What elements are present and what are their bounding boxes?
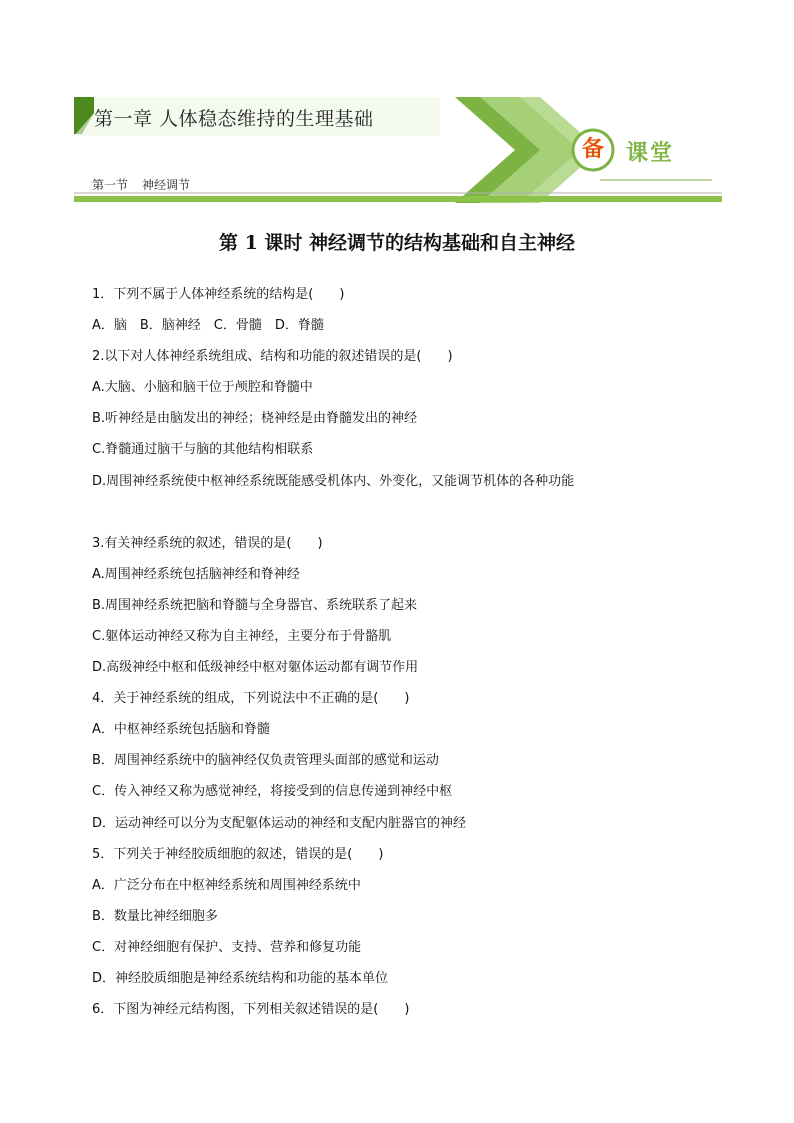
section-title <box>92 176 204 193</box>
question-line: A．广泛分布在中枢神经系统和周围神经系统中 <box>92 877 361 893</box>
page-header <box>0 0 794 210</box>
blank-line <box>92 497 732 528</box>
question-line: A.大脑、小脑和脑干位于颅腔和脊髓中 <box>92 380 313 396</box>
question-line: A．中枢神经系统包括脑和脊髓 <box>92 722 270 738</box>
question-list <box>92 279 732 1025</box>
question-line: D.周围神经系统使中枢神经系统既能感受机体内、外变化，又能调节机体的各种功能 <box>92 473 575 489</box>
question-line: 3.有关神经系统的叙述，错误的是( ) <box>92 535 323 551</box>
question-line: D.高级神经中枢和低级神经中枢对躯体运动都有调节作用 <box>92 660 419 676</box>
question-line: D．神经胶质细胞是神经系统结构和功能的基本单位 <box>92 970 389 986</box>
question-line: 1．下列不属于人体神经系统的结构是( ) <box>92 287 345 302</box>
question-line: 6．下图为神经元结构图，下列相关叙述错误的是( ) <box>92 1002 410 1018</box>
question-line: D．运动神经可以分为支配躯体运动的神经和支配内脏器官的神经 <box>92 815 467 831</box>
question-line: C．对神经细胞有保护、支持、营养和修复功能 <box>92 939 362 955</box>
question-line: C.躯体运动神经又称为自主神经，主要分布于骨骼肌 <box>92 628 392 644</box>
question-line: B.周围神经系统把脑和脊髓与全身器官、系统联系了起来 <box>92 597 418 613</box>
question-line: 5．下列关于神经胶质细胞的叙述，错误的是( ) <box>92 846 384 862</box>
question-line: A．脑 B．脑神经 C．骨髓 D．脊髓 <box>92 318 324 334</box>
question-line: 4．关于神经系统的组成，下列说法中不正确的是( ) <box>92 691 410 707</box>
section-label: 第一节 <box>92 178 129 192</box>
question-line: A.周围神经系统包括脑神经和脊神经 <box>92 566 300 582</box>
question-line: C.脊髓通过脑干与脑的其他结构相联系 <box>92 442 314 458</box>
question-line: C．传入神经又称为感觉神经，将接受到的信息传递到神经中枢 <box>92 784 453 800</box>
question-line: 2.以下对人体神经系统组成、结构和功能的叙述错误的是( ) <box>92 349 453 365</box>
chapter-title: 第一章 人体稳态维持的生理基础 <box>94 108 374 130</box>
question-line: B.听神经是由脑发出的神经；桡神经是由脊髓发出的神经 <box>92 411 418 427</box>
header-green-rule <box>74 196 722 202</box>
lesson-title: 第 1 课时 神经调节的结构基础和自主神经 <box>218 232 576 254</box>
logo-character: 备 <box>581 137 604 162</box>
section-name: 神经调节 <box>142 178 191 192</box>
question-line: B．数量比神经细胞多 <box>92 908 218 924</box>
question-line: B．周围神经系统中的脑神经仅负责管理头面部的感觉和运动 <box>92 753 439 769</box>
logo-text: 课堂 <box>626 141 675 166</box>
